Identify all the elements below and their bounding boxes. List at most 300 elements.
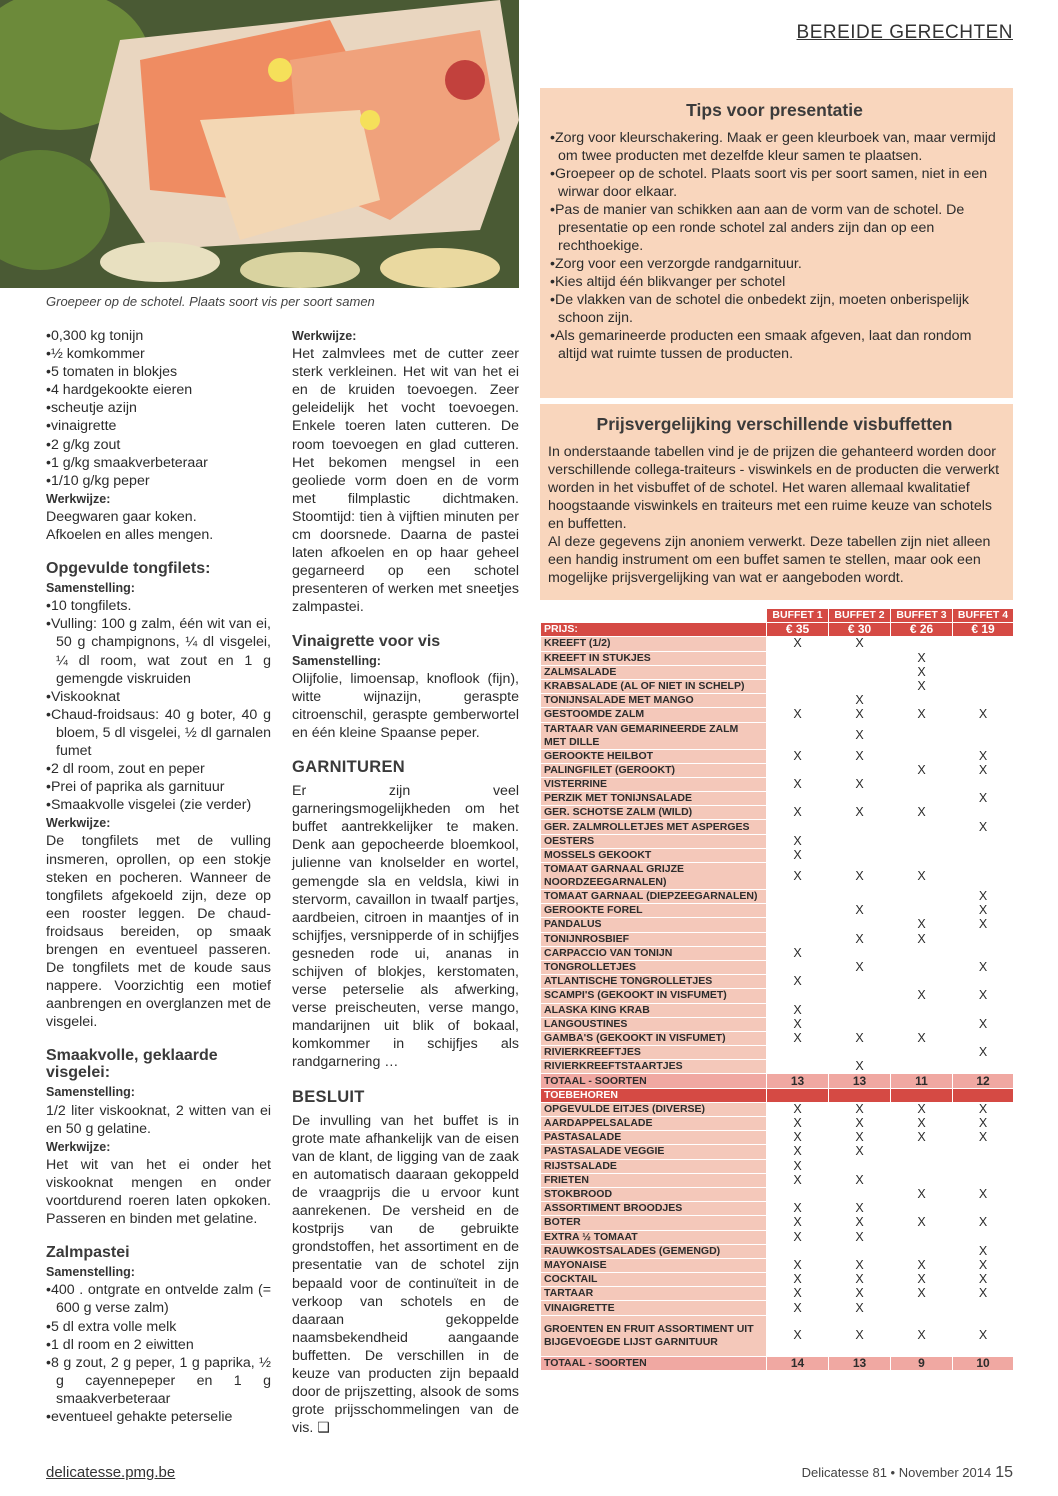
product-mark: X xyxy=(767,975,829,989)
table-row xyxy=(541,806,1014,820)
product-name: GEROOKTE HEILBOT xyxy=(541,749,767,763)
product-mark xyxy=(891,960,953,974)
buffet-photo-illustration xyxy=(0,0,519,288)
ingredient-item: •400 . ontgrate en ontvelde zalm (= 600 g verse zalm) xyxy=(46,1282,271,1317)
product-mark: X xyxy=(767,1173,829,1187)
garnituren-text: Er zijn veel garneringsmogelijkheden om het buffet aantrekkelijker te maken. Denk aan gepocheerde bloemkool, julienne van knolselder en wortel, gemengde sla en veldsla, kiwi in stervorm, cavaillon in twaalf partjes, aardbeien, citroen in maantjes of in schijfjes, versnipperde of in schijfjes gesneden rode ui, ananas in schijven of blokjes, kerstomaten, verse peterselie als afwerking, verse preischeuten, verse mango, mandarijnen uit blik of bokaal, komkommer in schijfjes als randgarnering … xyxy=(292,783,519,1071)
besluit-text: De invulling van het buffet is in grote mate afhankelijk van de eisen van de klant, de ligging van de zaak en automatisch daaraan gekoppeld de vraagprijs die u ervoor kunt aanrekenen. De versheid en de kostprijs van de gebruikte grondstoffen, het assortiment en de presentatie van de schotel zijn bepaald voor de continuïteit in de verkoop van schotels en de daaraan gekoppelde naamsbekendheid aangaande buffetten. De verschillen in de keuze van producten zijn bepaald door de prijszetting, alsook de soms grote prijsschommelingen van de vis. ❑ xyxy=(292,1112,519,1437)
product-mark: X xyxy=(829,1031,891,1045)
product-mark: X xyxy=(829,708,891,722)
product-name: VINAIGRETTE xyxy=(541,1301,767,1315)
table-row xyxy=(541,834,1014,848)
product-mark xyxy=(829,651,891,665)
product-mark: X xyxy=(891,708,953,722)
buffet-header: BUFFET 2 xyxy=(829,609,891,623)
product-mark: X xyxy=(767,946,829,960)
product-mark xyxy=(891,1159,953,1173)
product-mark xyxy=(829,834,891,848)
product-name: TOMAAT GARNAAL (DIEPZEEGARNALEN) xyxy=(541,890,767,904)
total-value: 10 xyxy=(953,1356,1014,1370)
product-mark xyxy=(767,820,829,834)
product-mark xyxy=(891,834,953,848)
product-name: MAYONAISE xyxy=(541,1258,767,1272)
product-name: OESTERS xyxy=(541,834,767,848)
product-name: LANGOUSTINES xyxy=(541,1017,767,1031)
table-row xyxy=(541,820,1014,834)
product-mark xyxy=(891,1230,953,1244)
product-mark: X xyxy=(829,806,891,820)
product-mark xyxy=(953,863,1014,890)
product-name: TONIJNROSBIEF xyxy=(541,932,767,946)
product-name: PALINGFILET (GEROOKT) xyxy=(541,763,767,777)
table-row xyxy=(541,792,1014,806)
section-header: BEREIDE GERECHTEN xyxy=(796,22,1013,43)
table-row xyxy=(541,960,1014,974)
table-row xyxy=(541,1131,1014,1145)
product-name: GER. SCHOTSE ZALM (WILD) xyxy=(541,806,767,820)
toebehoren-label: TOEBEHOREN xyxy=(541,1088,767,1102)
product-mark: X xyxy=(891,1287,953,1301)
product-mark xyxy=(829,989,891,1003)
samenstelling-label: Samenstelling: xyxy=(46,581,135,596)
product-mark: X xyxy=(829,637,891,651)
product-mark xyxy=(829,1244,891,1258)
total-value: 13 xyxy=(829,1356,891,1370)
product-mark: X xyxy=(891,665,953,679)
product-mark xyxy=(891,820,953,834)
product-mark xyxy=(829,763,891,777)
product-name: GAMBA'S (GEKOOKT IN VISFUMET) xyxy=(541,1031,767,1045)
product-mark: X xyxy=(767,708,829,722)
product-mark: X xyxy=(767,777,829,791)
product-mark: X xyxy=(953,820,1014,834)
table-row xyxy=(541,863,1014,890)
samenstelling-text: Olijfolie, limoensap, knoflook (fijn), witte wijnazijn, geraspte citroenschil, geraspte gemberwortel en één kleine Spaanse peper. xyxy=(292,670,519,741)
product-name: BOTER xyxy=(541,1216,767,1230)
product-name: VISTERRINE xyxy=(541,777,767,791)
product-name: AARDAPPELSALADE xyxy=(541,1117,767,1131)
product-name: PASTASALADE VEGGIE xyxy=(541,1145,767,1159)
product-name: ALASKA KING KRAB xyxy=(541,1003,767,1017)
werkwijze-text: Deegwaren gaar koken. xyxy=(46,508,197,525)
product-mark: X xyxy=(953,1258,1014,1272)
table-row xyxy=(541,1287,1014,1301)
ingredient-item: •8 g zout, 2 g peper, 1 g paprika, ½ g cayennepeper en 1 g smaakverbeteraar xyxy=(46,1354,271,1407)
ingredient-item: •scheutje azijn xyxy=(46,400,137,417)
product-mark: X xyxy=(953,1287,1014,1301)
product-name: EXTRA ½ TOMAAT xyxy=(541,1230,767,1244)
total-value: 14 xyxy=(767,1356,829,1370)
product-name: PANDALUS xyxy=(541,918,767,932)
buffet-price: € 30 xyxy=(829,623,891,637)
table-row xyxy=(541,1102,1014,1116)
table-row xyxy=(541,904,1014,918)
table-row xyxy=(541,777,1014,791)
ingredient-item: •Chaud-froidsaus: 40 g boter, 40 g bloem, 5 dl visgelei, ½ dl garnalen fumet xyxy=(46,706,271,759)
product-mark: X xyxy=(891,1131,953,1145)
product-mark xyxy=(891,777,953,791)
product-name: ZALMSALADE xyxy=(541,665,767,679)
product-mark xyxy=(829,1017,891,1031)
ingredient-item: •4 hardgekookte eieren xyxy=(46,382,193,399)
product-mark: X xyxy=(767,1230,829,1244)
table-row xyxy=(541,1273,1014,1287)
product-mark xyxy=(767,763,829,777)
product-mark xyxy=(767,792,829,806)
table-row xyxy=(541,890,1014,904)
product-mark: X xyxy=(953,1273,1014,1287)
product-mark xyxy=(767,918,829,932)
werkwijze-label: Werkwijze: xyxy=(46,1139,111,1154)
product-mark: X xyxy=(953,1216,1014,1230)
product-name: PERZIK MET TONIJNSALADE xyxy=(541,792,767,806)
product-mark xyxy=(891,1173,953,1187)
product-mark xyxy=(767,932,829,946)
product-mark: X xyxy=(829,1216,891,1230)
buffet-price: € 19 xyxy=(953,623,1014,637)
total-value: 9 xyxy=(891,1356,953,1370)
product-mark: X xyxy=(767,749,829,763)
product-mark: X xyxy=(829,1102,891,1116)
price-intro-paragraph: Al deze gegevens zijn anoniem verwerkt. Deze tabellen zijn niet alleen een handig instrument om een buffet samen te stellen, maar ook een mogelijke prijsvergelijking van wat er aangeboden wordt. xyxy=(548,534,991,586)
product-name: TARTAAR xyxy=(541,1287,767,1301)
ingredient-item: •1 g/kg smaakverbeteraar xyxy=(46,454,208,471)
product-name: STOKBROOD xyxy=(541,1187,767,1201)
product-mark: X xyxy=(767,1003,829,1017)
product-mark xyxy=(891,637,953,651)
product-mark xyxy=(767,1046,829,1060)
table-row xyxy=(541,1159,1014,1173)
product-mark: X xyxy=(953,1117,1014,1131)
product-mark: X xyxy=(829,1173,891,1187)
product-name: SCAMPI'S (GEKOOKT IN VISFUMET) xyxy=(541,989,767,1003)
buffet-price: € 26 xyxy=(891,623,953,637)
samenstelling-label: Samenstelling: xyxy=(46,1265,135,1280)
samenstelling-label: Samenstelling: xyxy=(46,1085,135,1100)
table-row xyxy=(541,651,1014,665)
table-row xyxy=(541,749,1014,763)
table-row xyxy=(541,1187,1014,1201)
product-mark xyxy=(829,890,891,904)
product-mark: X xyxy=(767,806,829,820)
product-mark xyxy=(829,848,891,862)
product-mark xyxy=(891,1244,953,1258)
product-mark xyxy=(767,651,829,665)
table-row xyxy=(541,665,1014,679)
total-value: 13 xyxy=(829,1074,891,1088)
product-mark xyxy=(891,792,953,806)
recipe-title-zalmpastei: Zalmpastei xyxy=(46,1244,130,1262)
product-mark xyxy=(829,975,891,989)
footer-website[interactable]: delicatesse.pmg.be xyxy=(46,1464,176,1481)
product-mark xyxy=(891,1046,953,1060)
table-row xyxy=(541,1230,1014,1244)
price-intro-title: Prijsvergelijking verschillende visbuffetten xyxy=(596,414,953,434)
product-mark xyxy=(953,1301,1014,1315)
ingredient-item: •½ komkommer xyxy=(46,346,145,363)
product-mark: X xyxy=(953,1046,1014,1060)
product-mark xyxy=(953,722,1014,749)
recipe-title-tongfilets: Opgevulde tongfilets: xyxy=(46,560,211,578)
product-name: GER. ZALMROLLETJES MET ASPERGES xyxy=(541,820,767,834)
table-row xyxy=(541,1202,1014,1216)
product-name: KREEFT (1/2) xyxy=(541,637,767,651)
ingredient-item: •5 tomaten in blokjes xyxy=(46,364,178,381)
product-mark: X xyxy=(953,1102,1014,1116)
product-mark xyxy=(767,960,829,974)
product-mark xyxy=(829,918,891,932)
table-row xyxy=(541,1031,1014,1045)
product-name: MOSSELS GEKOOKT xyxy=(541,848,767,862)
total-value: 12 xyxy=(953,1074,1014,1088)
product-name: GEROOKTE FOREL xyxy=(541,904,767,918)
product-mark: X xyxy=(829,749,891,763)
product-mark: X xyxy=(891,763,953,777)
tip-item: •Zorg voor een verzorgde randgarnituur. xyxy=(550,256,802,272)
product-mark xyxy=(953,1159,1014,1173)
table-row xyxy=(541,694,1014,708)
product-mark: X xyxy=(953,1187,1014,1201)
product-mark: X xyxy=(953,918,1014,932)
product-mark xyxy=(829,665,891,679)
product-mark: X xyxy=(767,1031,829,1045)
ingredient-item: •Prei of paprika als garnituur xyxy=(46,779,225,796)
product-mark: X xyxy=(767,1159,829,1173)
product-mark xyxy=(829,946,891,960)
total-value: 13 xyxy=(767,1074,829,1088)
section-blank xyxy=(767,1088,829,1102)
heading-garnituren: GARNITUREN xyxy=(292,757,405,776)
product-mark: X xyxy=(829,1145,891,1159)
product-mark: X xyxy=(829,1301,891,1315)
table-row xyxy=(541,637,1014,651)
product-mark xyxy=(891,694,953,708)
ingredient-item: •vinaigrette xyxy=(46,418,117,435)
ingredient-item: •1 dl room en 2 eiwitten xyxy=(46,1336,194,1353)
product-mark: X xyxy=(829,777,891,791)
product-mark xyxy=(829,1159,891,1173)
product-name: FRIETEN xyxy=(541,1173,767,1187)
product-mark: X xyxy=(829,1273,891,1287)
table-row xyxy=(541,989,1014,1003)
price-intro-box xyxy=(540,404,1013,600)
table-row xyxy=(541,763,1014,777)
product-mark: X xyxy=(767,1301,829,1315)
product-mark: X xyxy=(767,1287,829,1301)
ingredient-item: •Vulling: 100 g zalm, één wit van ei, 50 g champignons, ¼ dl visgelei, ¼ dl room, wat zout en 1 g gemengde viskruiden xyxy=(46,616,271,687)
recipe-title-visgelei: Smaakvolle, geklaarde visgelei: xyxy=(46,1047,218,1082)
product-mark: X xyxy=(829,1230,891,1244)
product-mark xyxy=(891,1202,953,1216)
table-row xyxy=(541,1216,1014,1230)
photo-caption: Groepeer op de schotel. Plaats soort vis per soort samen xyxy=(46,294,375,309)
product-mark: X xyxy=(953,749,1014,763)
product-mark: X xyxy=(891,1187,953,1201)
product-mark: X xyxy=(891,989,953,1003)
buffet-header: BUFFET 3 xyxy=(891,609,953,623)
samenstelling-text: 1/2 liter viskooknat, 2 witten van ei en 50 g gelatine. xyxy=(46,1102,271,1137)
product-name: ATLANTISCHE TONGROLLETJES xyxy=(541,975,767,989)
product-mark: X xyxy=(829,1258,891,1272)
product-mark xyxy=(767,722,829,749)
product-mark xyxy=(891,1145,953,1159)
tip-item: •Zorg voor kleurschakering. Maak er geen kleurboek van, maar vermijd om twee producten met dezelfde kleur samen te plaatsen. xyxy=(550,130,996,164)
product-mark xyxy=(953,777,1014,791)
table-row xyxy=(541,1301,1014,1315)
werkwijze-label: Werkwijze: xyxy=(292,329,357,343)
table-row xyxy=(541,1003,1014,1017)
product-mark: X xyxy=(829,904,891,918)
buffet-header: BUFFET 1 xyxy=(767,609,829,623)
footer-issue-text: Delicatesse 81 • November 2014 xyxy=(801,1465,992,1480)
table-row xyxy=(541,1060,1014,1074)
product-mark: X xyxy=(891,651,953,665)
product-mark xyxy=(767,679,829,693)
product-mark xyxy=(953,932,1014,946)
product-mark: X xyxy=(829,1060,891,1074)
product-mark: X xyxy=(953,904,1014,918)
tip-item: •Groepeer op de schotel. Plaats soort vis per soort samen, niet in een wirwar door elkaar. xyxy=(550,166,988,200)
table-row xyxy=(541,1244,1014,1258)
table-row xyxy=(541,1117,1014,1131)
product-mark xyxy=(953,1145,1014,1159)
product-mark: X xyxy=(953,1131,1014,1145)
product-mark xyxy=(891,946,953,960)
total-value: 11 xyxy=(891,1074,953,1088)
product-mark xyxy=(829,1046,891,1060)
product-mark: X xyxy=(953,890,1014,904)
product-mark: X xyxy=(767,1117,829,1131)
product-mark: X xyxy=(767,1102,829,1116)
product-mark: X xyxy=(891,1273,953,1287)
product-mark xyxy=(891,848,953,862)
product-name: KREEFT IN STUKJES xyxy=(541,651,767,665)
column-2 xyxy=(292,327,519,1437)
product-mark xyxy=(953,946,1014,960)
product-mark: X xyxy=(829,960,891,974)
product-mark: X xyxy=(767,1216,829,1230)
product-mark xyxy=(953,637,1014,651)
werkwijze-label: Werkwijze: xyxy=(46,491,111,506)
samenstelling-label: Samenstelling: xyxy=(292,653,381,668)
product-mark xyxy=(891,1017,953,1031)
product-mark xyxy=(767,1187,829,1201)
ingredient-item: •10 tongfilets. xyxy=(46,598,132,615)
ingredient-item: •2 dl room, zout en peper xyxy=(46,761,205,778)
ingredient-item: •eventueel gehakte peterselie xyxy=(46,1408,233,1425)
page-number: 15 xyxy=(995,1464,1013,1481)
product-mark xyxy=(891,975,953,989)
product-mark xyxy=(829,1187,891,1201)
product-mark: X xyxy=(829,932,891,946)
tip-item: •Pas de manier van schikken aan aan de vorm van de schotel. De presentatie op een ronde schotel zal anders zijn dan op een rechthoekige. xyxy=(550,202,965,254)
total-label: TOTAAL - SOORTEN xyxy=(541,1074,767,1088)
product-mark: X xyxy=(829,1315,891,1356)
product-mark xyxy=(767,904,829,918)
product-mark: X xyxy=(891,863,953,890)
table-row xyxy=(541,1145,1014,1159)
product-mark xyxy=(953,651,1014,665)
product-mark xyxy=(891,890,953,904)
table-section-row xyxy=(541,1088,1014,1102)
product-mark: X xyxy=(891,679,953,693)
product-mark xyxy=(891,1301,953,1315)
tips-title: Tips voor presentatie xyxy=(686,100,863,120)
product-mark xyxy=(829,820,891,834)
ingredient-item: •1/10 g/kg peper xyxy=(46,472,150,489)
table-header-blank xyxy=(541,609,767,623)
product-mark: X xyxy=(953,1017,1014,1031)
table-row xyxy=(541,975,1014,989)
product-mark: X xyxy=(891,932,953,946)
table-row xyxy=(541,1046,1014,1060)
table-row xyxy=(541,722,1014,749)
tip-item: •Kies altijd één blikvanger per schotel xyxy=(550,274,786,290)
heading-besluit: BESLUIT xyxy=(292,1087,365,1106)
table-total-row xyxy=(541,1074,1014,1088)
ingredient-item: •5 dl extra volle melk xyxy=(46,1318,177,1335)
product-mark xyxy=(953,1060,1014,1074)
product-mark xyxy=(767,989,829,1003)
price-label: PRIJS: xyxy=(541,623,767,637)
product-mark xyxy=(767,694,829,708)
product-name: GESTOOMDE ZALM xyxy=(541,708,767,722)
product-mark: X xyxy=(829,1287,891,1301)
product-name: COCKTAIL xyxy=(541,1273,767,1287)
product-mark xyxy=(891,1060,953,1074)
table-row xyxy=(541,848,1014,862)
ingredient-item: •2 g/kg zout xyxy=(46,436,121,453)
product-mark: X xyxy=(767,1202,829,1216)
ingredient-item: •Smaakvolle visgelei (zie verder) xyxy=(46,797,252,814)
product-mark: X xyxy=(829,1131,891,1145)
werkwijze-text: De tongfilets met de vulling insmeren, oprollen, op een stokje steken en pocheren. Wanneer de tongfilets afgekoeld zijn, deze op een rooster leggen. De chaud-froidsaus bereiden, op smaak brengen en eventueel passeren. De tongfilets met de koude saus nappere. Voorzichtig een motief aanbrengen en overglanzen met de visgelei. xyxy=(46,833,271,1031)
table-row xyxy=(541,1315,1014,1356)
recipe-title-vinaigrette: Vinaigrette voor vis xyxy=(292,632,441,650)
product-mark: X xyxy=(891,918,953,932)
product-name: OPGEVULDE EITJES (DIVERSE) xyxy=(541,1102,767,1116)
buffet-price: € 35 xyxy=(767,623,829,637)
product-mark xyxy=(829,792,891,806)
product-name: TOMAAT GARNAAL GRIJZE NOORDZEEGARNALEN) xyxy=(541,863,767,890)
product-mark: X xyxy=(953,763,1014,777)
product-name: TONGROLLETJES xyxy=(541,960,767,974)
total-label: TOTAAL - SOORTEN xyxy=(541,1356,767,1370)
product-mark: X xyxy=(829,694,891,708)
product-mark xyxy=(953,975,1014,989)
product-mark: X xyxy=(891,806,953,820)
table-row xyxy=(541,1173,1014,1187)
table-price-row xyxy=(541,623,1014,637)
product-mark xyxy=(953,806,1014,820)
ingredient-item: •Viskooknat xyxy=(46,688,121,705)
table-row xyxy=(541,708,1014,722)
product-mark xyxy=(767,665,829,679)
tips-box xyxy=(540,88,1013,398)
product-mark xyxy=(953,1173,1014,1187)
product-mark xyxy=(891,722,953,749)
buffet-photo xyxy=(0,0,519,288)
product-mark: X xyxy=(767,1131,829,1145)
buffet-header: BUFFET 4 xyxy=(953,609,1014,623)
product-mark: X xyxy=(953,708,1014,722)
table-header-row xyxy=(541,609,1014,623)
product-mark: X xyxy=(767,1017,829,1031)
product-mark: X xyxy=(953,792,1014,806)
product-mark: X xyxy=(767,1273,829,1287)
table-row xyxy=(541,946,1014,960)
product-name: RIVIERKREEFTJES xyxy=(541,1046,767,1060)
